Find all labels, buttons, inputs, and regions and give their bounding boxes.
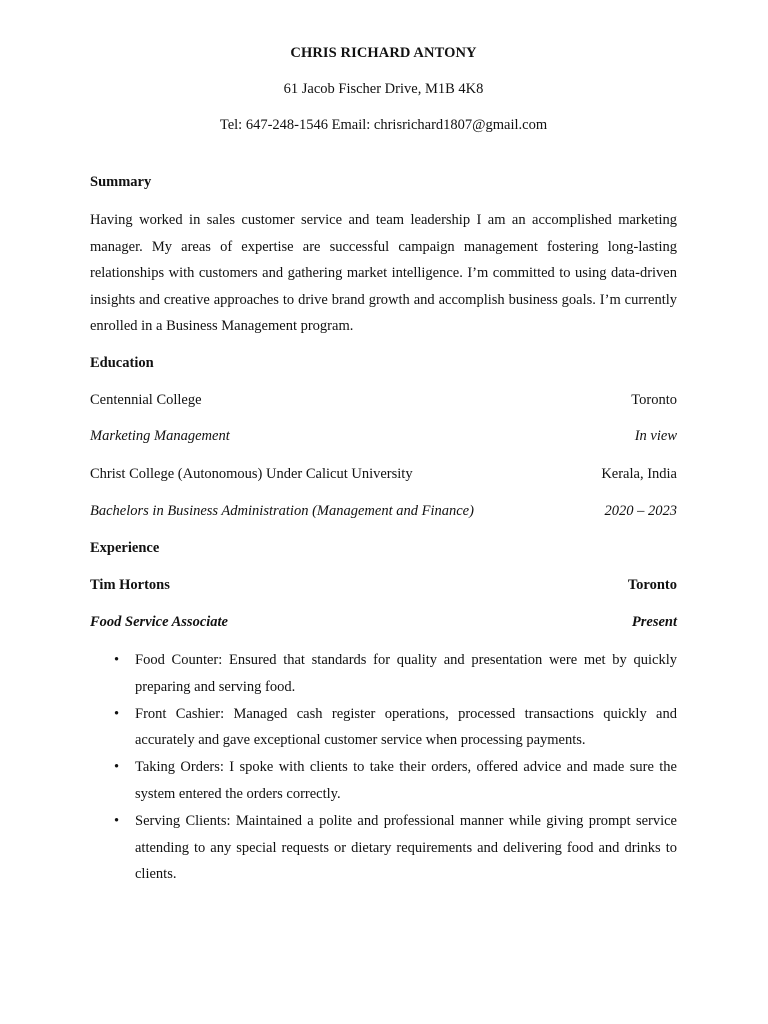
resume-page bbox=[90, 0, 677, 1024]
summary-heading: Summary bbox=[90, 174, 152, 190]
experience-employer: Tim Hortons bbox=[90, 577, 170, 593]
education-entry-2-header bbox=[90, 466, 677, 483]
education-entry-1-program bbox=[90, 428, 677, 445]
bullet-text: Front Cashier: Managed cash register operations, processed transactions quickly and accurately and gave exceptional customer service when processing payments. bbox=[135, 705, 677, 749]
list-item bbox=[90, 808, 677, 888]
experience-heading: Experience bbox=[90, 540, 160, 556]
summary-text: Having worked in sales customer service and team leadership I am an accomplished marketing manager. My areas of expertise are successful campaign management fostering long-lasting relationships with customers and gathering market intelligence. I’m committed to using data-driven insights and creative approaches to drive brand growth and accomplish business goals. I’m currently enrolled in a Business Management program. bbox=[90, 212, 677, 335]
candidate-name: CHRIS RICHARD ANTONY bbox=[290, 45, 477, 61]
experience-role: Food Service Associate bbox=[90, 614, 228, 630]
education-period: 2020 – 2023 bbox=[604, 503, 677, 519]
bullet-text: Food Counter: Ensured that standards for quality and presentation were met by quickly preparing and serving food. bbox=[135, 652, 677, 695]
education-institution: Christ College (Autonomous) Under Calicut University bbox=[90, 466, 413, 482]
education-entry-1-header bbox=[90, 392, 677, 409]
bullet-icon: • bbox=[114, 705, 120, 722]
address-line: 61 Jacob Fischer Drive, M1B 4K8 bbox=[283, 81, 484, 97]
education-program: Marketing Management bbox=[90, 428, 230, 444]
bullet-text: Taking Orders: I spoke with clients to take their orders, offered advice and made sure the system entered the orders correctly. bbox=[135, 759, 677, 802]
education-heading: Education bbox=[90, 355, 154, 371]
list-item bbox=[90, 754, 677, 808]
bullet-icon: • bbox=[114, 652, 120, 668]
list-item bbox=[90, 647, 677, 701]
bullet-icon: • bbox=[114, 812, 120, 829]
experience-location: Toronto bbox=[627, 577, 677, 593]
bullet-icon: • bbox=[114, 759, 120, 776]
bullet-text: Serving Clients: Maintained a polite and professional manner while giving prompt service attending to any special requests or dietary requirements and delivering food and drinks to clients. bbox=[135, 812, 677, 883]
experience-role-row bbox=[90, 614, 677, 631]
education-institution: Centennial College bbox=[90, 392, 202, 408]
education-program: Bachelors in Business Administration (Management and Finance) bbox=[90, 503, 474, 519]
experience-period: Present bbox=[631, 614, 677, 630]
experience-bullet-list bbox=[90, 647, 677, 888]
experience-employer-row bbox=[90, 577, 677, 594]
list-item bbox=[90, 701, 677, 755]
education-entry-2-program bbox=[90, 503, 677, 520]
education-period: In view bbox=[634, 428, 677, 444]
education-location: Kerala, India bbox=[601, 466, 677, 482]
contact-line: Tel: 647-248-1546 Email: chrisrichard1807@gmail.com bbox=[219, 117, 548, 133]
education-location: Toronto bbox=[631, 392, 677, 408]
